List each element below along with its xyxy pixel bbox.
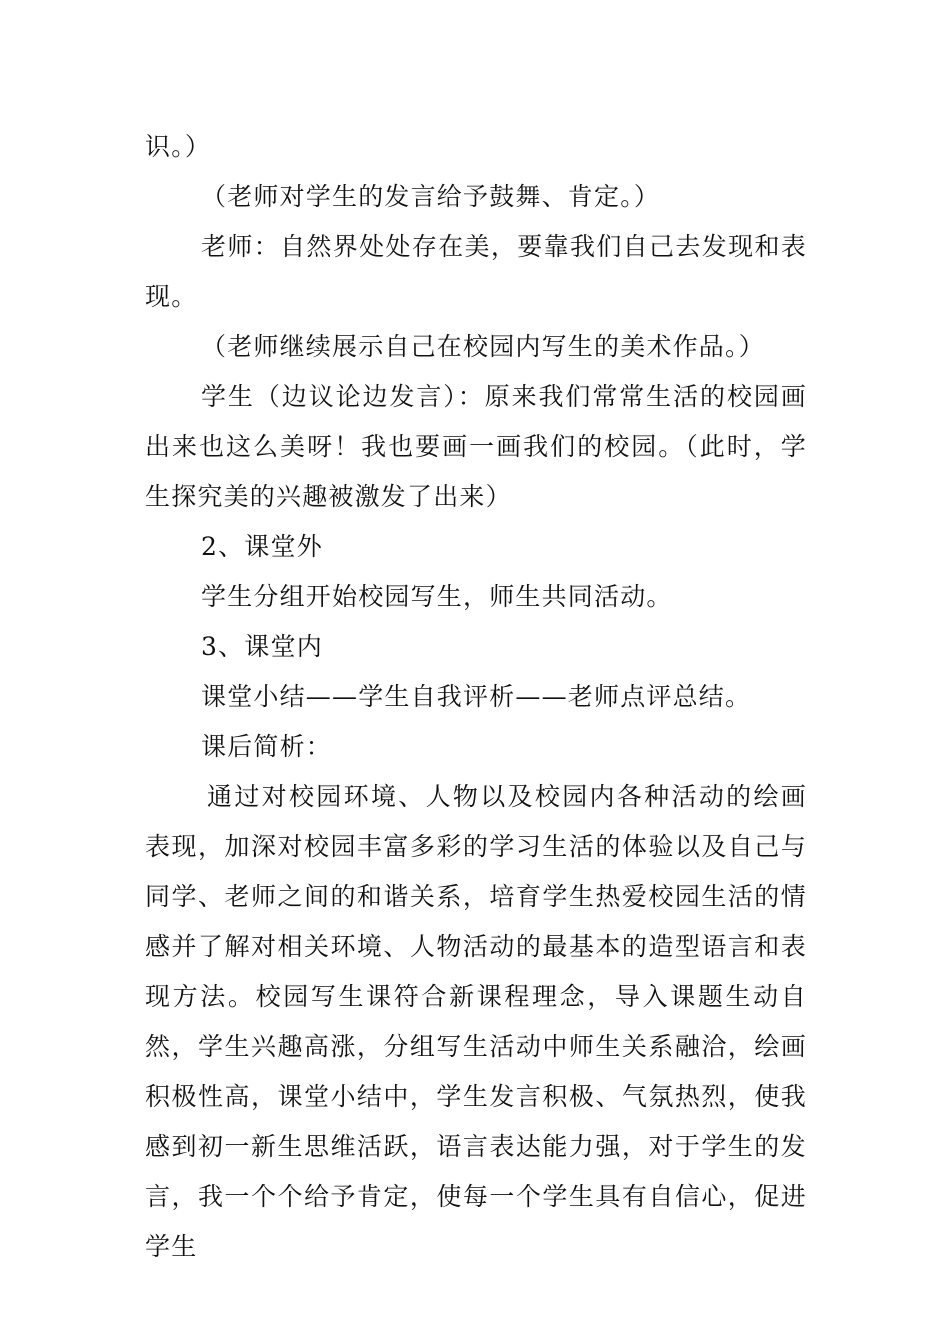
section-heading-inside-class: 3、课堂内 <box>201 632 323 661</box>
document-body <box>145 122 807 1272</box>
paragraph-teacher-encourage: （老师对学生的发言给予鼓舞、肯定。） <box>201 182 661 211</box>
paragraph-group-sketching: 学生分组开始校园写生，师生共同活动。 <box>201 582 673 611</box>
paragraph-class-summary: 课堂小结——学生自我评析——老师点评总结。 <box>201 682 752 711</box>
paragraph-reflection-body: 通过对校园环境、人物以及校园内各种活动的绘画表现，加深对校园丰富多彩的学习生活的体验以及自己与同学、老师之间的和谐关系，培育学生热爱校园生活的情感并了解对相关环境、人物活动的最基本的造型语言和表现方法。校园写生课符合新课程理念，导入课题生动自然，学生兴趣高涨，分组写生活动中师生关系融洽，绘画积极性高，课堂小结中，学生发言积极、气氛热烈，使我感到初一新生思维活跃，语言表达能力强，对于学生的发言，我一个个给予肯定，使每一个学生具有自信心，促进学生 <box>145 782 807 1261</box>
paragraph-teacher-speech: 老师：自然界处处存在美，要靠我们自己去发现和表现。 <box>145 232 807 311</box>
paragraph-teacher-show-work: （老师继续展示自己在校园内写生的美术作品。） <box>201 332 765 361</box>
section-heading-reflection: 课后简析： <box>201 732 333 761</box>
paragraph-student-speech: 学生（边议论边发言）：原来我们常常生活的校园画出来也这么美呀！我也要画一画我们的校园。（此时，学生探究美的兴趣被激发了出来） <box>145 382 807 511</box>
paragraph-continuation: 识。） <box>145 132 212 161</box>
section-heading-outside-class: 2、课堂外 <box>201 532 323 561</box>
